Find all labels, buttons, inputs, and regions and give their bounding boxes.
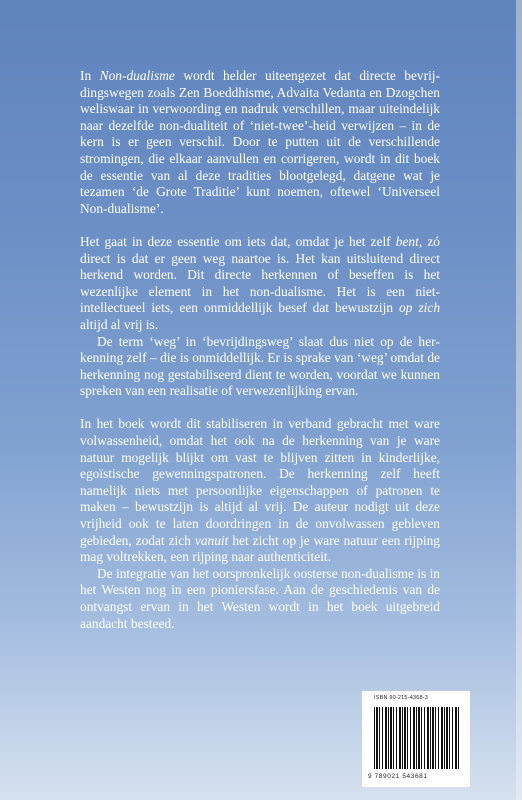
blurb-paragraph-2 <box>80 234 440 334</box>
blurb-paragraph-5 <box>80 566 440 632</box>
text-run: altijd al vrij is. <box>80 316 159 332</box>
text-run: In het boek wordt dit stabiliseren in verband gebracht met ware volwassenheid, omdat het ook na de herkenning van je ware natuur mogelijk blijkt om vast te blijven zitten in kinderlijke, egoïstische gewenningspatronen. De herkenning zelf heeft namelijk niets met persoonlijke eigenschappen of patronen te maken – bewustzijn is altijd al vrij. De auteur nodigt uit deze vrijheid ook te laten doordringen in de onvolwassen gebleven gebieden, zodat zich <box>80 416 440 548</box>
blurb-paragraph-3 <box>80 334 440 400</box>
italic-phrase: op zich <box>399 300 441 316</box>
isbn-label: ISBN 90-215-4368-3 <box>374 695 429 701</box>
italic-phrase: vanuit <box>194 532 229 548</box>
book-spine-edge <box>516 0 522 800</box>
blurb-text <box>80 68 440 632</box>
barcode-bars <box>374 707 460 769</box>
text-run: het zicht op je ware natuur een rijping mag voltrekken, een rijping naar authenticiteit. <box>80 532 440 565</box>
italic-phrase: bent <box>395 233 419 249</box>
text-run: wordt helder uiteengezet dat directe bevrijdingswegen zoals Zen Boeddhisme, Advaita Vedanta en Dzogchen weliswaar in verwoording en nadruk verschillen, maar uiteindelijk naar dezelfde non-dualiteit of ‘niet-twee’-heid verwijzen – in de kern is er geen verschil. Door te putten uit de verschillende stromingen, die elkaar aanvullen en corrigeren, wordt in dit boek de essentie van al deze tradities blootgelegd, datgene wat je tezamen ‘de Grote Traditie’ kunt noemen, oftewel ‘Universeel Non-dualisme’. <box>80 68 440 216</box>
text-run: In <box>80 68 100 83</box>
blurb-paragraph-4 <box>80 416 440 565</box>
italic-phrase: Non-dualisme <box>99 68 175 83</box>
text-run: Het gaat in deze essentie om iets dat, omdat je het zelf <box>80 233 396 249</box>
text-run: De term ‘weg’ in ‘bevrijdingsweg’ slaat dus niet op de herkenning zelf – die is onmiddellijk. Er is sprake van ‘weg’ omdat de herkenning nog gestabiliseerd dient te worden, voordat we kunnen spreken van een realisatie of verwezenlijking ervan. <box>80 333 440 399</box>
text-run: De integratie van het oorspronkelijk oosterse non-dualisme is in het Westen nog in een pioniersfase. Aan de geschiedenis van de ontvangst ervan in het Westen wordt in het boek uitgebreid aandacht besteed. <box>80 565 440 631</box>
text-run: , zó direct is dat er geen weg naartoe is. Het kan uitsluitend direct herkend worden. Dit directe herkennen of beseffen is het wezenlijke element in het non-dualisme. Het is een niet-intellectueel iets, een onmiddellijk besef dat bewustzijn <box>80 233 440 316</box>
barcode-area <box>362 691 470 787</box>
barcode-digits: 9 789021 543681 <box>368 773 428 780</box>
blurb-paragraph-1 <box>80 68 440 217</box>
